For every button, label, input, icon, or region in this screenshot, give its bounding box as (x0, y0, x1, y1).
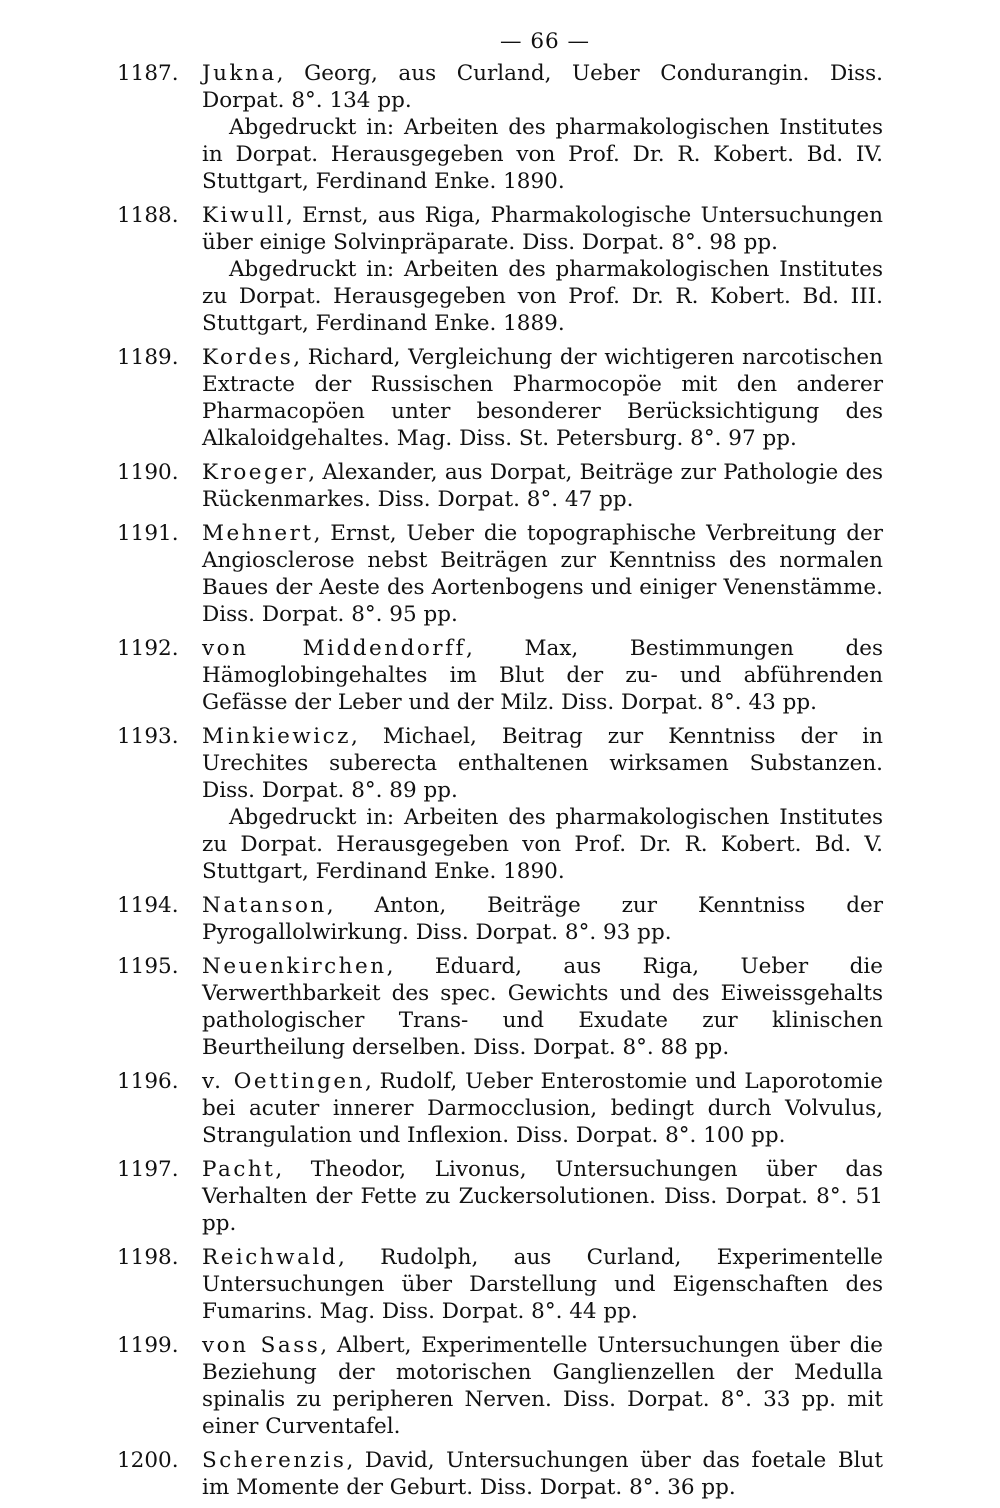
entry-text: , Rudolph, aus Curland, Experimentelle Untersuchungen über Darstellung und Eigenschaften des Fumarins. Mag. Diss. Dorpat. 8°. 44 pp. (202, 1245, 883, 1324)
entry-number: 1187. (117, 61, 179, 86)
entry-number: 1189. (117, 345, 179, 370)
entry-citation (202, 1068, 883, 1149)
bibliography-entry (117, 953, 883, 1061)
entry-text: , Ernst, Ueber die topographische Verbreitung der Angiosclerose nebst Beiträgen zur Kenntniss des normalen Baues der Aeste des Aortenbogens und einiger Venenstämme. Diss. Dorpat. 8°. 95 pp. (202, 521, 883, 627)
bibliography-entry (117, 1068, 883, 1149)
entry-author: v. Oettingen (202, 1069, 365, 1094)
entry-note: Abgedruckt in: Arbeiten des pharmakologischen Institutes zu Dorpat. Herausgegeben von Prof. Dr. R. Kobert. Bd. V. Stuttgart, Ferdinand Enke. 1890. (202, 805, 883, 884)
entry-number: 1194. (117, 893, 179, 918)
entry-number: 1197. (117, 1157, 179, 1182)
entry-text: , Rudolf, Ueber Enterostomie und Laporotomie bei acuter innerer Darmocclusion, bedingt durch Volvulus, Strangulation und Inflexion. Diss. Dorpat. 8°. 100 pp. (202, 1069, 883, 1148)
bibliography-entry (117, 60, 883, 195)
bibliography-entry (117, 1447, 883, 1501)
bibliography-entry (117, 202, 883, 337)
entry-citation (202, 1447, 883, 1501)
entry-number: 1188. (117, 203, 179, 228)
entry-number: 1199. (117, 1333, 179, 1358)
bibliography-entry (117, 892, 883, 946)
bibliography-page (117, 28, 883, 1508)
entry-list (117, 60, 883, 1501)
entry-citation (202, 202, 883, 256)
entry-note: Abgedruckt in: Arbeiten des pharmakologischen Institutes in Dorpat. Herausgegeben von Prof. Dr. R. Kobert. Bd. IV. Stuttgart, Ferdinand Enke. 1890. (202, 115, 883, 194)
entry-author: Reichwald (202, 1245, 339, 1270)
entry-number: 1195. (117, 954, 179, 979)
entry-author: Mehnert (202, 521, 314, 546)
bibliography-entry (117, 459, 883, 513)
entry-author: Neuenkirchen (202, 954, 387, 979)
bibliography-entry (117, 344, 883, 452)
entry-text: , Michael, Beitrag zur Kenntniss der in Urechites suberecta enthaltenen wirksamen Substanzen. Diss. Dorpat. 8°. 89 pp. (202, 724, 883, 803)
entry-note: Abgedruckt in: Arbeiten des pharmakologischen Institutes zu Dorpat. Herausgegeben von Prof. Dr. R. Kobert. Bd. III. Stuttgart, Ferdinand Enke. 1889. (202, 257, 883, 336)
entry-author: Kroeger (202, 460, 309, 485)
entry-number: 1192. (117, 636, 179, 661)
bibliography-entry (117, 1244, 883, 1325)
entry-author: Natanson (202, 893, 327, 918)
bibliography-entry (117, 723, 883, 885)
bibliography-entry (117, 1332, 883, 1440)
entry-text: , Georg, aus Curland, Ueber Condurangin. Diss. Dorpat. 8°. 134 pp. (202, 61, 883, 113)
entry-text: , Anton, Beiträge zur Kenntniss der Pyrogallolwirkung. Diss. Dorpat. 8°. 93 pp. (202, 893, 883, 945)
entry-author: von Sass (202, 1333, 321, 1358)
entry-text: , Richard, Vergleichung der wichtigeren narcotischen Extracte der Russischen Pharmocopöe mit den anderer Pharmacopöen unter besonderer Berücksichtigung des Alkaloidgehaltes. Mag. Diss. St. Petersburg. 8°. 97 pp. (202, 345, 883, 451)
entry-author: Kiwull (202, 203, 286, 228)
entry-number: 1191. (117, 521, 179, 546)
entry-author: Pacht (202, 1157, 276, 1182)
entry-text: , Alexander, aus Dorpat, Beiträge zur Pathologie des Rückenmarkes. Diss. Dorpat. 8°. 47 pp. (202, 460, 883, 512)
entry-citation (202, 953, 883, 1061)
entry-number: 1196. (117, 1069, 179, 1094)
entry-text: , Albert, Experimentelle Untersuchungen über die Beziehung der motorischen Ganglienzellen der Medulla spinalis zu peripheren Nerven. Diss. Dorpat. 8°. 33 pp. mit einer Curventafel. (202, 1333, 883, 1439)
entry-citation (202, 635, 883, 716)
entry-author: Scherenzis (202, 1448, 347, 1473)
entry-citation (202, 520, 883, 628)
entry-citation (202, 892, 883, 946)
entry-citation (202, 1332, 883, 1440)
bibliography-entry (117, 520, 883, 628)
entry-author: von Middendorff (202, 636, 466, 661)
entry-number: 1193. (117, 724, 179, 749)
entry-text: , Eduard, aus Riga, Ueber die Verwerthbarkeit des spec. Gewichts und des Eiweissgehalts pathologischer Trans- und Exudate zur klinischen Beurtheilung derselben. Diss. Dorpat. 8°. 88 pp. (202, 954, 883, 1060)
bibliography-entry (117, 635, 883, 716)
entry-number: 1200. (117, 1448, 179, 1473)
entry-citation (202, 1156, 883, 1237)
entry-text: , Ernst, aus Riga, Pharmakologische Untersuchungen über einige Solvinpräparate. Diss. Dorpat. 8°. 98 pp. (202, 203, 883, 255)
entry-author: Minkiewicz (202, 724, 352, 749)
entry-citation (202, 1244, 883, 1325)
bibliography-entry (117, 1156, 883, 1237)
entry-author: Jukna (202, 61, 277, 86)
entry-number: 1190. (117, 460, 179, 485)
page-number: — 66 — (499, 29, 591, 54)
entry-text: , Theodor, Livonus, Untersuchungen über das Verhalten der Fette zu Zuckersolutionen. Diss. Dorpat. 8°. 51 pp. (202, 1157, 883, 1236)
entry-citation (202, 723, 883, 804)
entry-citation (202, 344, 883, 452)
entry-text: , Max, Bestimmungen des Hämoglobingehaltes im Blut der zu- und abführenden Gefässe der Leber und der Milz. Diss. Dorpat. 8°. 43 pp. (202, 636, 883, 715)
entry-citation (202, 459, 883, 513)
entry-citation (202, 60, 883, 114)
entry-number: 1198. (117, 1245, 179, 1270)
entry-text: , David, Untersuchungen über das foetale Blut im Momente der Geburt. Diss. Dorpat. 8°. 36 pp. (202, 1448, 883, 1500)
entry-author: Kordes (202, 345, 294, 370)
